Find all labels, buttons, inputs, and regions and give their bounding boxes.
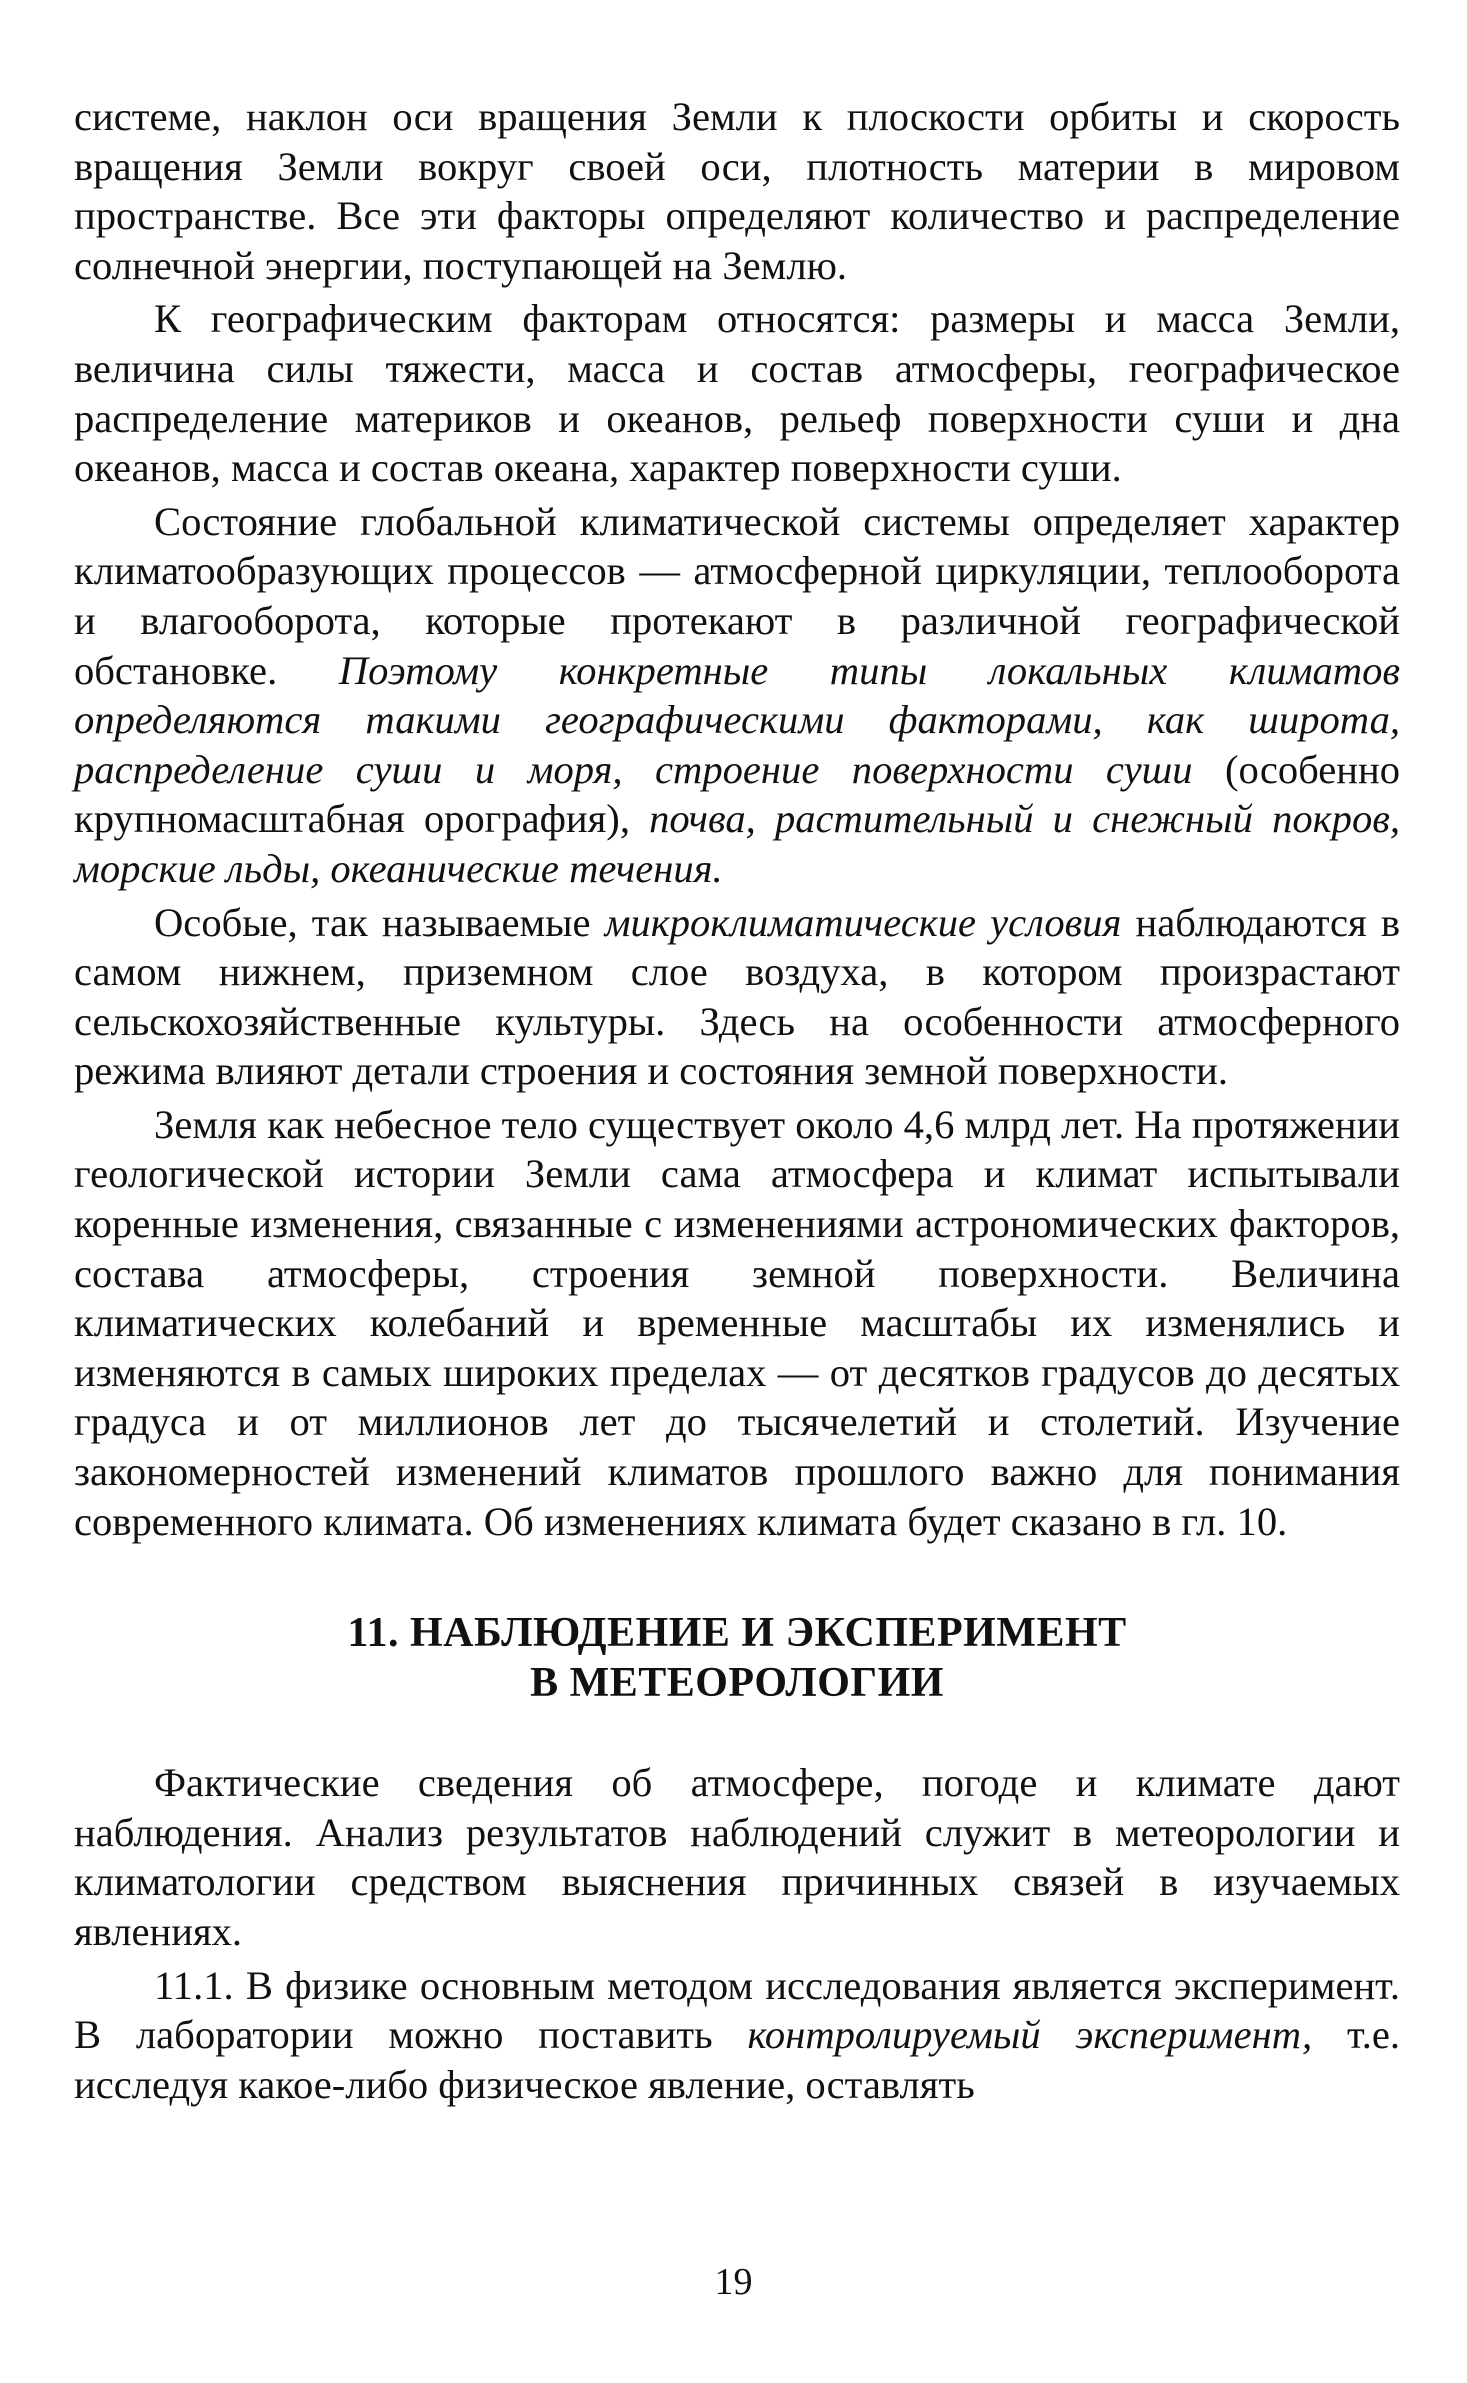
section-heading-line-2: В МЕТЕОРОЛОГИИ (530, 1660, 944, 1707)
text-body-top (74, 92, 1400, 1546)
section-heading-line-1: 11. НАБЛЮДЕНИЕ И ЭКСПЕРИМЕНТ (347, 1610, 1127, 1657)
page-number: 19 (714, 2261, 753, 2303)
text-run: К географическим факторам относятся: размеры и масса Земли, величина силы тяжести, масса и состав атмосферы, географическое распределение материков и океанов, рельеф поверхности суши и дна океанов, масса и состав океана, характер поверхности суши. (74, 296, 1400, 491)
text-run: 11.1. В физике основным методом исследования является эксперимент. В лаборатории можно поставить (74, 1962, 1400, 2058)
paragraph-p2 (74, 294, 1400, 492)
text-run: Состояние глобальной климатической системы определяет характер климатообразующих процессов — атмосферной циркуляции, теплооборота и влагооборота, которые протекают в различной географической обстановке. (74, 498, 1400, 693)
paragraph-p3 (74, 497, 1400, 894)
italic-text: контролируемый эксперимент, (747, 2012, 1313, 2058)
text-run: системе, наклон оси вращения Земли к плоскости орбиты и скорость вращения Земли вокруг своей оси, плотность материи в мировом пространстве. Все эти факторы определяют количество и распределение солнечной энергии, поступающей на Землю. (74, 94, 1400, 288)
paragraph-p7 (74, 1961, 1400, 2110)
text-run: Земля как небесное тело существует около 4,6 млрд лет. На протяжении геологической истории Земли сама атмосфера и климат испытывали коренные изменения, связанные с изменениями астрономических факторов, состава атмосферы, строения земной поверхности. Величина климатических колебаний и временные масштабы их изменялись и изменяются в самых широких пределах — от десятков градусов до десятых градуса и от миллионов лет до тысячелетий и столетий. Изучение закономерностей изменений климатов прошлого важно для понимания современного климата. Об изменениях климата будет сказано в гл. 10. (74, 1101, 1400, 1544)
italic-text: Поэтому конкретные типы локальных климатов определяются такими географическими факторами, как широта, распределение суши и моря, строение поверхности суши (74, 647, 1400, 792)
text-body-bottom (74, 1758, 1400, 2109)
section-heading (74, 1608, 1400, 1708)
italic-text: почва, растительный и снежный покров, морские льды, океанические течения. (74, 796, 1400, 891)
text-run: наблюдаются в самом нижнем, приземном слое воздуха, в котором произрастают сельскохозяйственные культуры. Здесь на особенности атмосферного режима влияют детали строения и состояния земной поверхности. (74, 899, 1401, 1094)
document-page (74, 92, 1400, 2109)
paragraph-p5 (74, 1100, 1400, 1546)
text-run: т.е. исследуя какое-либо физическое явление, оставлять (74, 2012, 1400, 2107)
text-run: (особенно крупномасштабная орография), (74, 746, 1400, 842)
paragraph-p6 (74, 1758, 1400, 1956)
paragraph-p1 (74, 92, 1400, 290)
text-run: Особые, так называемые (154, 899, 605, 945)
italic-text: микроклиматические условия (604, 899, 1122, 945)
text-run: Фактические сведения об атмосфере, погоде и климате дают наблюдения. Анализ результатов наблюдений служит в метеорологии и климатологии средством выяснения причинных связей в изучаемых явлениях. (74, 1760, 1400, 1954)
paragraph-p4 (74, 898, 1400, 1096)
